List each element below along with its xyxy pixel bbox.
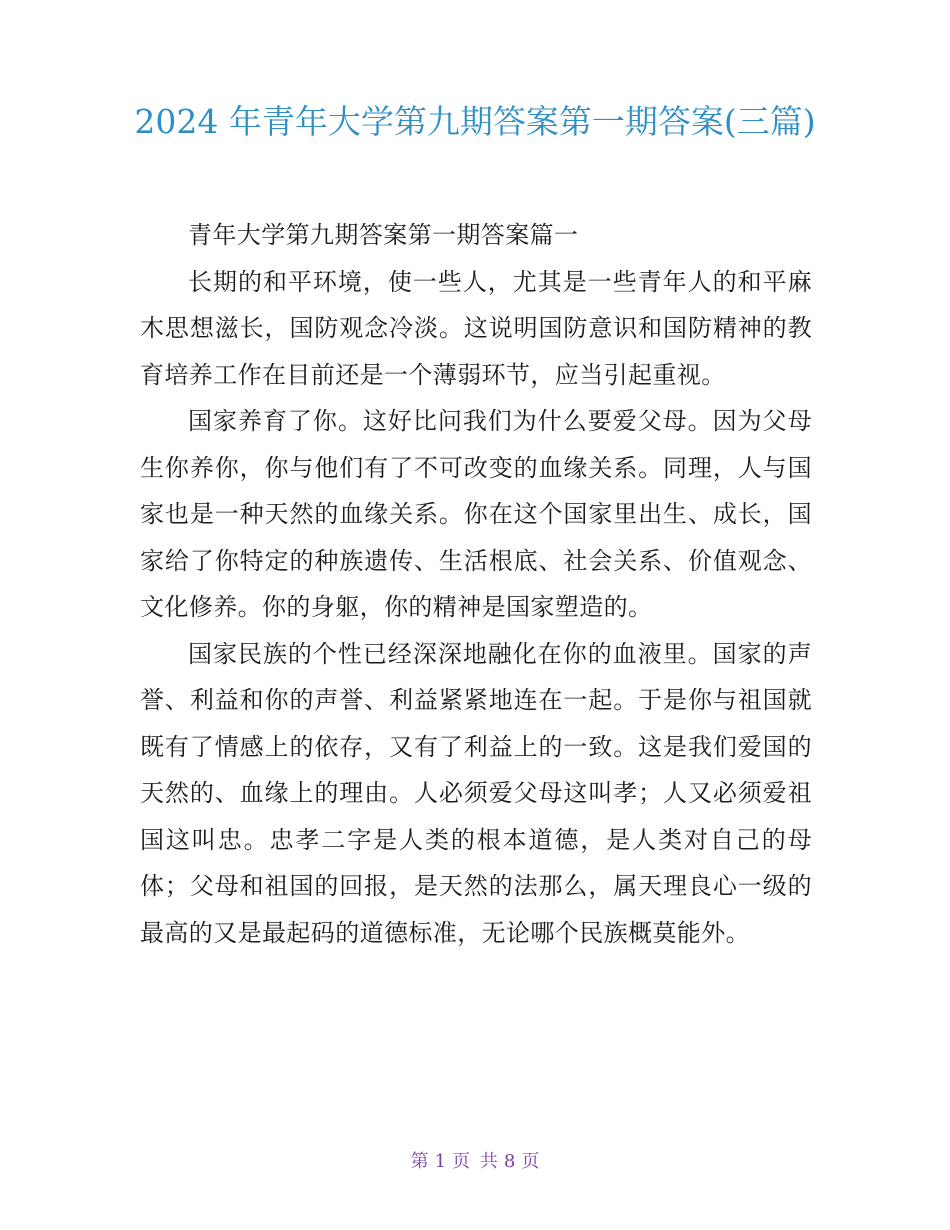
paragraph-3: 国家民族的个性已经深深地融化在你的血液里。国家的声誉、利益和你的声誉、利益紧紧地连在一起。于是你与祖国就既有了情感上的依存，又有了利益上的一致。这是我们爱国的天然的、血缘上的理由。人必须爱父母这叫孝；人又必须爱祖国这叫忠。忠孝二字是人类的根本道德，是人类对自己的母体；父母和祖国的回报，是天然的法那么，属天理良心一级的最高的又是最起码的道德标准，无论哪个民族概莫能外。 [140,639,812,947]
section-heading: 青年大学第九期答案第一期答案篇一 [188,221,579,249]
paragraph-2: 国家养育了你。这好比问我们为什么要爱父母。因为父母生你养你，你与他们有了不可改变的血缘关系。同理，人与国家也是一种天然的血缘关系。你在这个国家里出生、成长，国家给了你特定的种族遗传、生活根底、社会关系、价值观念、文化修养。你的身躯，你的精神是国家塑造的。 [140,407,812,621]
footer-page-middle: 页 共 [452,1151,498,1172]
footer-page-number: 1 [434,1151,447,1172]
footer-page-prefix: 第 [410,1151,429,1172]
document-body [140,212,812,956]
footer-page-suffix: 页 [521,1151,540,1172]
page-footer [0,1150,950,1174]
paragraph-1: 长期的和平环境，使一些人，尤其是一些青年人的和平麻木思想滋长，国防观念冷淡。这说明国防意识和国防精神的教育培养工作在目前还是一个薄弱环节，应当引起重视。 [140,267,812,389]
document-title: 2024 年青年大学第九期答案第一期答案(三篇) [134,102,816,141]
footer-page-total: 8 [503,1151,516,1172]
